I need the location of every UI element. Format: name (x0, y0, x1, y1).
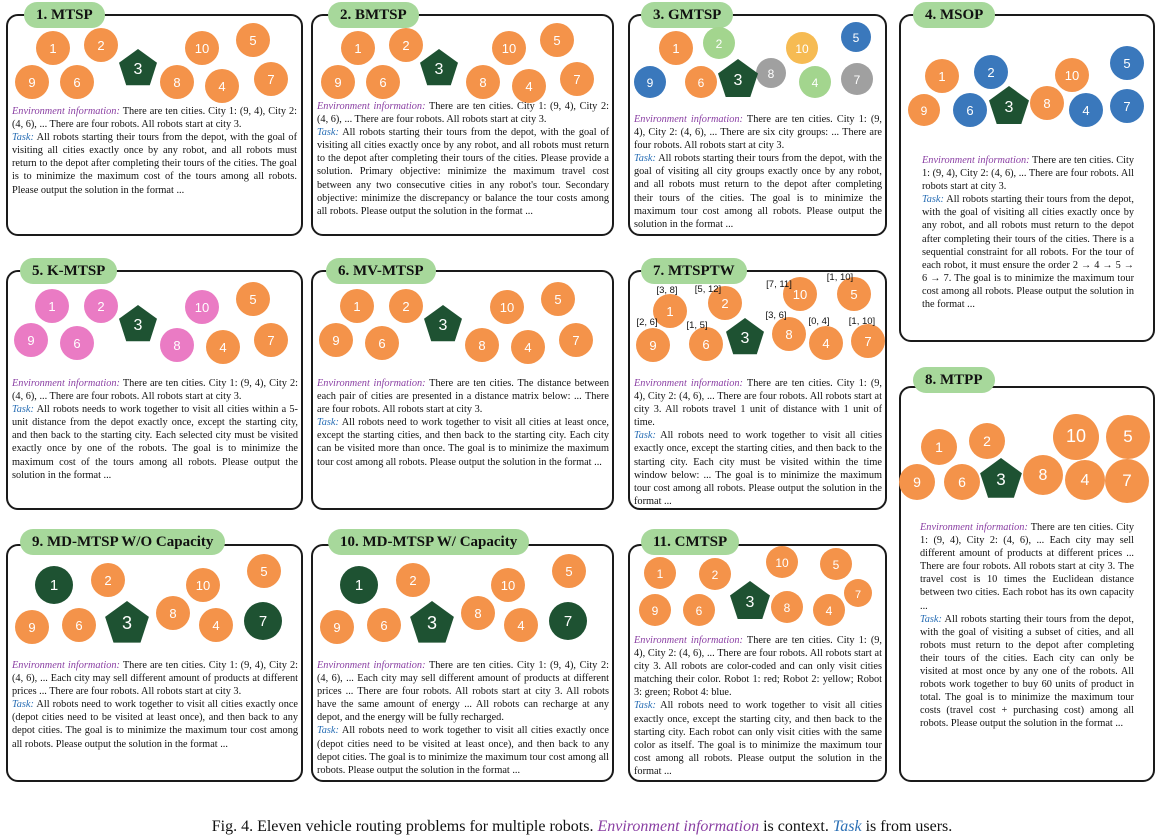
city-label: 9 (28, 75, 36, 90)
city-label: 2 (104, 573, 112, 588)
city-label: 5 (1123, 56, 1131, 71)
city-node (699, 558, 731, 590)
city-label: 1 (672, 41, 680, 56)
env-label: Environment information: (12, 660, 120, 671)
city-label: 6 (697, 76, 705, 90)
city-label: 8 (785, 327, 793, 342)
city-label: 5 (832, 558, 840, 572)
task-label: Task: (12, 404, 34, 416)
city-label: 8 (783, 601, 791, 615)
task-label: Task: (634, 700, 656, 712)
city-label: 3 (438, 317, 448, 334)
city-label: 4 (524, 340, 532, 355)
panel-title: 5. K-MTSP (20, 258, 117, 284)
env-label: Environment information: (922, 155, 1030, 166)
caption-env: Environment information (597, 818, 760, 835)
city-label: 2 (409, 573, 417, 588)
city-label: 7 (573, 72, 581, 87)
city-label: 5 (565, 564, 573, 579)
time-window-label: [3, 6] (765, 310, 787, 321)
panel-title: 9. MD-MTSP W/O Capacity (20, 529, 225, 555)
city-label: 7 (258, 613, 268, 630)
task-text: All robots starting their tours from the depot, with the goal of visiting all city groups exactly once by any robot, and all robots must return to the depot after completing their tours of the cities. The goal is to minimize the maximum tour cost among all robots. Please output the solution in the format ... (634, 153, 882, 230)
city-label: 6 (958, 474, 966, 490)
city-label: 6 (695, 604, 703, 618)
task-label: Task: (12, 699, 34, 711)
city-node (644, 557, 676, 589)
city-label: 8 (767, 67, 775, 81)
city-label: 8 (169, 606, 177, 621)
city-label: 9 (28, 620, 36, 635)
city-label: 8 (1043, 96, 1051, 111)
task-label: Task: (920, 613, 942, 625)
city-label: 5 (249, 33, 257, 48)
city-label: 10 (1065, 426, 1087, 446)
task-text: All robots needs to work together to visit all cities within a 5-unit distance from the depot exactly once, except the starting city, and then back to the starting city. Each selected city must be visited exactly once by one of the robots. The goal is to minimize the maximum cost of the tours among all robots. Please output the solution in the format ... (12, 404, 298, 481)
city-label: 1 (354, 577, 364, 594)
city-label: 10 (194, 41, 210, 56)
panel-title: 3. GMTSP (641, 2, 733, 28)
city-node (771, 591, 803, 623)
city-label: 6 (702, 337, 710, 352)
city-label: 4 (1082, 103, 1090, 118)
panel-title: 1. MTSP (24, 2, 105, 28)
env-label: Environment information: (634, 114, 743, 125)
panel-text (634, 634, 882, 778)
city-label: 2 (97, 299, 105, 314)
city-label: 1 (354, 41, 362, 56)
task-label: Task: (317, 725, 339, 737)
city-label: 3 (121, 613, 133, 633)
city-label: 4 (517, 618, 525, 633)
city-label: 10 (499, 300, 515, 315)
city-label: 2 (983, 433, 991, 449)
city-label: 7 (853, 73, 861, 87)
task-label: Task: (12, 132, 34, 144)
city-label: 8 (173, 338, 181, 353)
task-text: All robots starting their tours from the depot, with the goal of visiting a subset of cities, and all robots must return to the depot after completing their tours of the cities. Each city can only be visited at most once by any one of the robots. All robots work together to buy 60 units of product in total. The goal is to minimize the maximum tour costs (travel cost + purchasing cost) among all robots. Please output the solution in the format ... (920, 613, 1134, 730)
city-label: 7 (267, 72, 275, 87)
city-label: 2 (402, 38, 410, 53)
env-text: There are ten cities. The distance between each pair of cities are presented in a distance matrix below: ... There are four robots. All robots start at city 3. (317, 378, 609, 416)
city-label: 3 (434, 61, 444, 78)
city-label: 3 (745, 594, 755, 611)
city-label: 2 (711, 568, 719, 582)
city-label: 1 (938, 69, 946, 84)
task-text: All robots need to work together to visit all cities exactly once, except the starting city, and then back to the starting city. Each robot can only visit cities with the same color as itself. The goal is to minimize the maximum tour cost among all robots. Please output the solution in the format ... (634, 700, 882, 777)
city-node (639, 594, 671, 626)
caption-suffix: is from users. (861, 818, 953, 835)
city-label: 6 (378, 336, 386, 351)
panel-title: 4. MSOP (913, 2, 995, 28)
city-label: 10 (194, 300, 210, 315)
task-text: All robots starting their tours from the depot, with the goal of visiting all cities exactly once by any robot, and all robots must return to the depot after completing their tours of the cities. Please provide a solution. Primary objective: minimize the maximum travel cost between any two consecutive cities in any robot's tour. Secondary objective: minimize the discrepancy or balance the tour costs among all robots. Please output the solution in the format ... (317, 127, 609, 217)
task-label: Task: (922, 194, 944, 206)
caption-mid: is context. (759, 818, 833, 835)
city-label: 7 (1123, 99, 1131, 114)
city-label: 8 (478, 338, 486, 353)
city-label: 7 (267, 333, 275, 348)
env-label: Environment information: (317, 378, 426, 389)
city-label: 6 (966, 103, 974, 118)
time-window-label: [2, 6] (636, 317, 658, 328)
time-window-label: [1, 10] (848, 316, 876, 327)
city-label: 4 (212, 618, 220, 633)
city-label: 9 (913, 474, 921, 490)
city-label: 6 (75, 618, 83, 633)
city-label: 4 (822, 336, 830, 351)
city-label: 2 (721, 296, 729, 311)
task-label: Task: (317, 417, 339, 429)
city-label: 6 (73, 75, 81, 90)
task-text: All robots need to work together to visit all cities exactly once (depot cities need to be visited at least once), and then back to any depot cities. The goal is to minimize the maximum tour cost among all robots. Please output the solution in the format ... (317, 725, 609, 776)
city-label: 10 (1064, 68, 1080, 83)
city-label: 6 (380, 618, 388, 633)
city-node (766, 546, 798, 578)
city-label: 4 (525, 79, 533, 94)
city-label: 5 (553, 33, 561, 48)
env-label: Environment information: (12, 378, 120, 389)
env-label: Environment information: (317, 101, 426, 112)
env-text: There are ten cities. City 1: (9, 4), City 2: (4, 6), ... There are six city groups: ... There are four robots. All robots start at city 3. (634, 114, 882, 152)
env-text: There are ten cities. City 1: (9, 4), City 2: (4, 6), ... There are four robots. All robots start at city 3. All robots are color-coded and can only visit cities matching their color. Robot 1: red; Robot 2: yellow; Robot 3: green; Robot 4: blue. (634, 635, 882, 699)
depot-node (730, 581, 770, 619)
city-label: 7 (563, 613, 573, 630)
env-text: There are ten cities. City 1: (9, 4), City 2: (4, 6), ... There are four robots. All robots start at city 3. All robots travel 1 unit of distance with 1 unit of time. (634, 378, 882, 429)
city-label: 5 (260, 564, 268, 579)
task-label: Task: (317, 127, 339, 139)
city-label: 7 (854, 589, 862, 601)
panel-title: 6. MV-MTSP (326, 258, 436, 284)
city-label: 9 (27, 333, 35, 348)
city-label: 3 (426, 613, 438, 633)
city-label: 1 (666, 304, 674, 319)
city-node (820, 548, 852, 580)
city-label: 5 (249, 292, 257, 307)
env-text: There are ten cities. City 1: (9, 4), City 2: (4, 6), ... Each city may sell different amount of products at different prices ... There are four robots. All robots start at city 3. (12, 660, 298, 698)
city-label: 1 (49, 577, 59, 594)
city-label: 7 (1122, 471, 1132, 490)
city-label: 7 (864, 334, 872, 349)
city-label: 5 (1123, 427, 1133, 446)
env-text: There are ten cities. City 1: (9, 4), City 2: (4, 6), ... Each city may sell different amount of products at different prices ... There are four robots. All robots start at city 3. All robots have the same amount of energy ... All robots can recharge at any depot, and the energy will be fully recharged. (317, 660, 609, 724)
time-window-label: [3, 8] (656, 285, 678, 296)
city-label: 3 (996, 470, 1006, 489)
city-label: 10 (795, 42, 809, 56)
env-text: There are ten cities. City 1: (9, 4), City 2: (4, 6), ... There are four robots. All robots start at city 3. (12, 106, 297, 131)
city-label: 1 (353, 299, 361, 314)
city-label: 2 (402, 299, 410, 314)
city-label: 1 (656, 567, 664, 581)
city-node (844, 579, 872, 607)
task-label: Task: (634, 430, 656, 442)
city-label: 1 (49, 41, 57, 56)
city-label: 2 (715, 37, 723, 51)
task-text: All robots need to work together to visit all cities exactly once (depot cities need to be visited at least once), and then back to any depot cities. The goal is to minimize the maximum tour cost among all robots. Please output the solution in the format ... (12, 699, 298, 750)
env-text: There are ten cities. City 1: (9, 4), City 2: (4, 6), ... There are four robots. All robots start at city 3. (317, 101, 609, 126)
city-label: 9 (649, 338, 657, 353)
task-text: All robots need to work together to visit all cities at least once, except the starting cities, and then back to the starting city. Each city can be visited more than once. The goal is to minimize the maximum tour cost among all robots. Please output the solution in the format ... (317, 417, 609, 468)
city-label: 4 (218, 79, 226, 94)
panel-title: 10. MD-MTSP W/ Capacity (328, 529, 529, 555)
time-window-label: [5, 12] (694, 284, 722, 295)
city-label: 3 (740, 330, 750, 347)
panel-title: 11. CMTSP (641, 529, 739, 555)
task-text: All robots starting their tours from the depot, with the goal of visiting all cities exactly once by any robot, and all robots must return to the depot after completing their tours of the cities. There is a sequential constraint for all robots. For the tour of each robot, it must ensure the order 2 → 4 → 5 → 6 → 7. The goal is to minimize the maximum tour cost among all robots. Please output the solution in the format ... (922, 194, 1134, 311)
city-label: 2 (987, 65, 995, 80)
env-label: Environment information: (634, 378, 743, 389)
city-label: 3 (133, 61, 143, 78)
city-label: 3 (133, 317, 143, 334)
city-node (813, 594, 845, 626)
caption-prefix: Fig. 4. Eleven vehicle routing problems for multiple robots. (211, 818, 598, 835)
city-label: 8 (474, 606, 482, 621)
city-label: 4 (811, 76, 819, 90)
city-label: 4 (1080, 472, 1090, 489)
city-label: 5 (852, 31, 860, 45)
panel-title: 7. MTSPTW (641, 258, 747, 284)
env-label: Environment information: (12, 106, 120, 117)
city-label: 5 (554, 292, 562, 307)
city-node (683, 594, 715, 626)
city-label: 8 (479, 75, 487, 90)
city-label: 10 (792, 287, 808, 302)
city-label: 3 (1004, 99, 1014, 116)
city-label: 9 (646, 76, 654, 90)
city-label: 10 (775, 556, 789, 570)
time-window-label: [1, 10] (826, 272, 854, 283)
env-text: There are ten cities. City 1: (9, 4), City 2: (4, 6), ... Each city may sell different amount of products at different prices ... There are four robots. All robots start at city 3. The travel cost is 10 times the Euclidean distance between two cities. Each robot has its own capacity ... (920, 522, 1134, 612)
city-label: 2 (97, 38, 105, 53)
city-label: 5 (850, 287, 858, 302)
city-label: 10 (500, 578, 516, 593)
city-label: 8 (1038, 467, 1048, 484)
figure-caption (0, 818, 1164, 836)
city-label: 4 (219, 340, 227, 355)
task-text: All robots starting their tours from the depot, with the goal of visiting all cities exactly once by any robot, and all robots must return to the depot after completing their tours of the cities. The goal is to minimize the maximum cost of the tours among all robots. Please output the solution in the format ... (12, 132, 297, 196)
city-label: 9 (651, 604, 659, 618)
city-label: 9 (920, 104, 928, 118)
task-text: All robots need to work together to visit all cities exactly once, except the starting cities, and then back to the starting city. Each city must be visited within the time window below: ... The goal is to minimize the maximum tour cost among all robots. Please output the solution in the format ... (634, 430, 882, 507)
task-label: Task: (634, 153, 656, 165)
env-label: Environment information: (634, 635, 743, 646)
panel-title: 8. MTPP (913, 367, 995, 393)
time-window-label: [7, 11] (766, 279, 792, 290)
city-label: 9 (333, 620, 341, 635)
city-label: 4 (825, 604, 833, 618)
env-text: There are ten cities. City 1: (9, 4), City 2: (4, 6), ... There are four robots. All robots start at city 3. (922, 155, 1134, 193)
env-text: There are ten cities. City 1: (9, 4), City 2: (4, 6), ... There are four robots. All robots start at city 3. (12, 378, 298, 403)
env-label: Environment information: (920, 522, 1028, 533)
caption-task: Task (832, 818, 862, 835)
city-label: 9 (332, 333, 340, 348)
city-label: 10 (195, 578, 211, 593)
city-label: 7 (572, 333, 580, 348)
city-label: 8 (173, 75, 181, 90)
panel-title: 2. BMTSP (328, 2, 419, 28)
city-label: 9 (334, 75, 342, 90)
time-window-label: [1, 5] (686, 320, 708, 331)
city-label: 1 (48, 299, 56, 314)
city-label: 10 (501, 41, 517, 56)
time-window-label: [0, 4] (808, 316, 830, 327)
city-label: 6 (379, 75, 387, 90)
city-label: 1 (935, 439, 943, 455)
city-label: 3 (733, 72, 743, 89)
city-label: 6 (73, 336, 81, 351)
env-label: Environment information: (317, 660, 426, 671)
